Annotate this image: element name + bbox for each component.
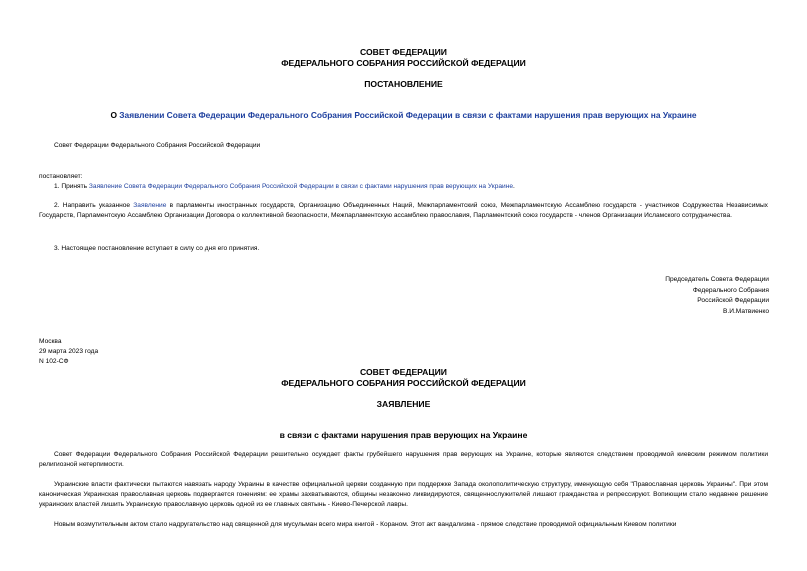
doc2-para2: Украинские власти фактически пытаются навязать народу Украины в качестве официальной церкви созданную при поддержке Запада околополитическую структуру, именующую себя "Православная церковь Украины". При этом каноническая Украинская православная церковь подвергается гонениям: ее храмы захватываются, общины незаконно ликвидируются, священнослужителей лишают гражданства и репрессируют. Вопиющим стало недавнее решение украинских властей лишить Украинскую православную церковь одной из ее главных святынь - Киево-Печерской лавры. <box>39 481 768 508</box>
doc2-header-line1: СОВЕТ ФЕДЕРАЦИИ <box>360 367 447 377</box>
doc1-number: N 102-СФ <box>39 358 69 365</box>
doc1-title-link[interactable]: Заявлении Совета Федерации Федерального Собрания Российской Федерации в связи с фактами нарушения прав верующих на Украине <box>119 110 697 120</box>
doc1-item3: 3. Настоящее постановление вступает в силу со дня его принятия. <box>54 245 260 252</box>
doc1-item2-prefix: 2. Направить указанное <box>54 202 134 209</box>
doc1-date: 29 марта 2023 года <box>39 348 99 355</box>
signature-line1: Председатель Совета Федерации <box>665 276 769 283</box>
doc1-item1-suffix: . <box>513 183 515 190</box>
doc2-para3: Новым возмутительным актом стало надругательство над священной для мусульман всего мира книгой - Кораном. Этот акт вандализма - прямое следствие проводимой официальным Киевом политики <box>54 521 677 528</box>
signature-line3: Российской Федерации <box>697 297 769 305</box>
doc1-place: Москва <box>39 338 62 345</box>
doc1-resolves: постановляет: <box>39 173 83 180</box>
doc1-item1 <box>54 182 767 192</box>
doc1-title <box>0 110 807 120</box>
doc1-item1-link[interactable]: Заявление Совета Федерации Федерального Собрания Российской Федерации в связи с фактами нарушения прав верующих на Украине <box>88 183 514 190</box>
doc1-item2-link[interactable]: Заявление <box>133 202 167 209</box>
doc1-header-line1: СОВЕТ ФЕДЕРАЦИИ <box>360 47 447 57</box>
doc1-item1-prefix: 1. Принять <box>54 183 89 190</box>
doc1-item2-suffix: в парламенты иностранных государств, Организацию Объединенных Наций, Межпарламентский союз, Межпарламентскую Ассамблею государств - участников Содружества Независимых Государств, Парламентскую Ассамблею Организации Договора о коллективной безопасности, Межпарламентскую ассамблею православия, Парламентский союз государств - членов Организации Исламского сотрудничества. <box>39 202 768 219</box>
doc2-header-line2: ФЕДЕРАЛЬНОГО СОБРАНИЯ РОССИЙСКОЙ ФЕДЕРАЦИИ <box>281 378 526 388</box>
signature-line2: Федерального Собрания <box>692 286 769 294</box>
doc2-doc-type: ЗАЯВЛЕНИЕ <box>376 399 431 409</box>
doc2-subtitle: в связи с фактами нарушения прав верующих на Украине <box>279 430 528 440</box>
doc1-intro: Совет Федерации Федерального Собрания Российской Федерации <box>54 142 261 149</box>
doc1-item2 <box>39 201 768 221</box>
doc1-signature <box>665 275 769 318</box>
doc2-para1: Совет Федерации Федерального Собрания Российской Федерации решительно осуждает факты грубейшего нарушения прав верующих на Украине, которые являются следствием проводимой киевским режимом политики религиозной нетерпимости. <box>39 451 768 468</box>
doc1-title-prefix: О <box>110 110 120 120</box>
doc1-header-line2: ФЕДЕРАЛЬНОГО СОБРАНИЯ РОССИЙСКОЙ ФЕДЕРАЦИИ <box>281 58 526 68</box>
signature-line4: В.И.Матвиенко <box>722 308 769 316</box>
doc1-doc-type: ПОСТАНОВЛЕНИЕ <box>364 79 443 89</box>
